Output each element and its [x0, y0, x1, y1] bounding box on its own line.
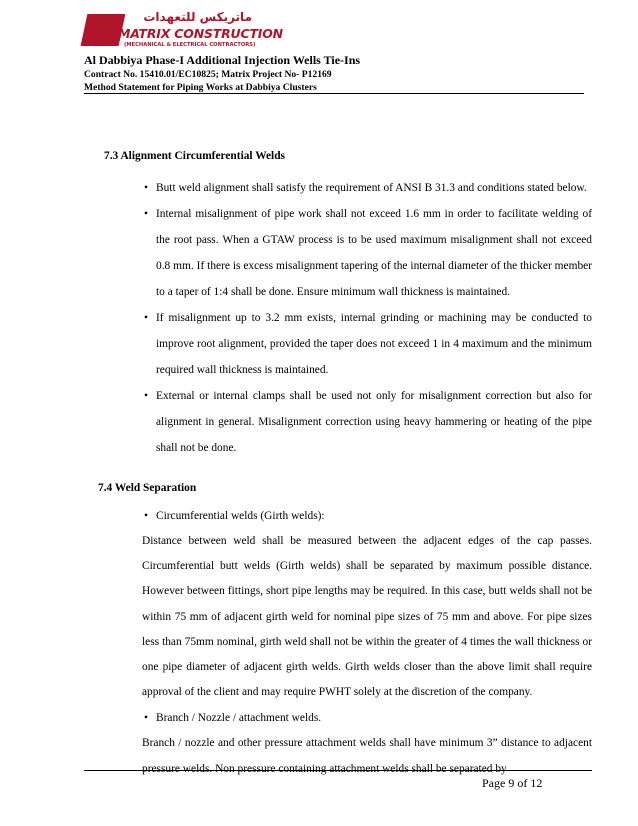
paragraph: Distance between weld shall be measured between the adjacent edges of the cap passes. Circumferential butt welds (Girth welds) shall be separated by maximum possible distance. However between fittings, short pipe lengths may be required. In this case, butt welds shall not be within 75 mm of adjacent girth weld for nominal pipe sizes of 75 mm and above. For pipe sizes less than 75mm nominal, girth weld shall not be within the greater of 4 times the wall thickness or one pipe diameter of adjacent girth welds. Girth welds closer than the above limit shall require approval of the client and may require PWHT solely at the discretion of the company. — [142, 535, 592, 699]
project-title: Al Dabbiya Phase-I Additional Injection Wells Tie-Ins — [84, 53, 361, 67]
header-divider — [84, 93, 584, 94]
logo-company-name: MATRIX CONSTRUCTION — [118, 26, 283, 41]
list-item: • Branch / Nozzle / attachment welds. — [104, 705, 592, 731]
bullet-icon: • — [144, 208, 148, 220]
contract-line: Contract No. 15410.01/EC10825; Matrix Project No- P12169 — [84, 69, 332, 80]
bullet-icon: • — [144, 182, 148, 194]
list-item: • Butt weld alignment shall satisfy the requirement of ANSI B 31.3 and conditions stated below. — [104, 175, 592, 201]
list-item: • Internal misalignment of pipe work shall not exceed 1.6 mm in order to facilitate welding of the root pass. When a GTAW process is to be used maximum misalignment shall not exceed 0.8 mm. If there is excess misalignment tapering of the internal diameter of the thicker member to a taper of 1:4 shall be done. Ensure minimum wall thickness is maintained. — [104, 201, 592, 305]
list-item: • Circumferential welds (Girth welds): — [104, 503, 592, 529]
section-7-4-title: 7.4 Weld Separation — [98, 482, 197, 494]
page-body — [98, 147, 592, 782]
logo-arabic-text: ماتريكس للتعهدات — [143, 10, 252, 24]
bullet-icon: • — [144, 510, 148, 522]
paragraph: Branch / nozzle and other pressure attachment welds shall have minimum 3” distance to adjacent pressure welds. Non pressure containing attachment welds shall be separated by — [142, 737, 592, 775]
footer-divider — [84, 770, 592, 771]
list-item: • If misalignment up to 3.2 mm exists, internal grinding or machining may be conducted to improve root alignment, provided the taper does not exceed 1 in 4 maximum and the minimum required wall thickness is maintained. — [104, 305, 592, 383]
list-item: • External or internal clamps shall be used not only for misalignment correction but also for alignment in general. Misalignment correction using heavy hammering or heating of the pipe shall not be done. — [104, 383, 592, 461]
page-number: Page 9 of 12 — [482, 776, 543, 790]
document-header — [84, 52, 584, 94]
logo-tagline: (MECHANICAL & ELECTRICAL CONTRACTORS) — [124, 42, 256, 48]
bullet-icon: • — [144, 312, 148, 324]
company-logo — [84, 10, 283, 52]
bullet-icon: • — [144, 712, 148, 725]
section-7-3-title: 7.3 Alignment Circumferential Welds — [104, 150, 285, 162]
bullet-icon: • — [144, 390, 148, 402]
method-statement-line: Method Statement for Piping Works at Dabbiya Clusters — [84, 82, 317, 93]
